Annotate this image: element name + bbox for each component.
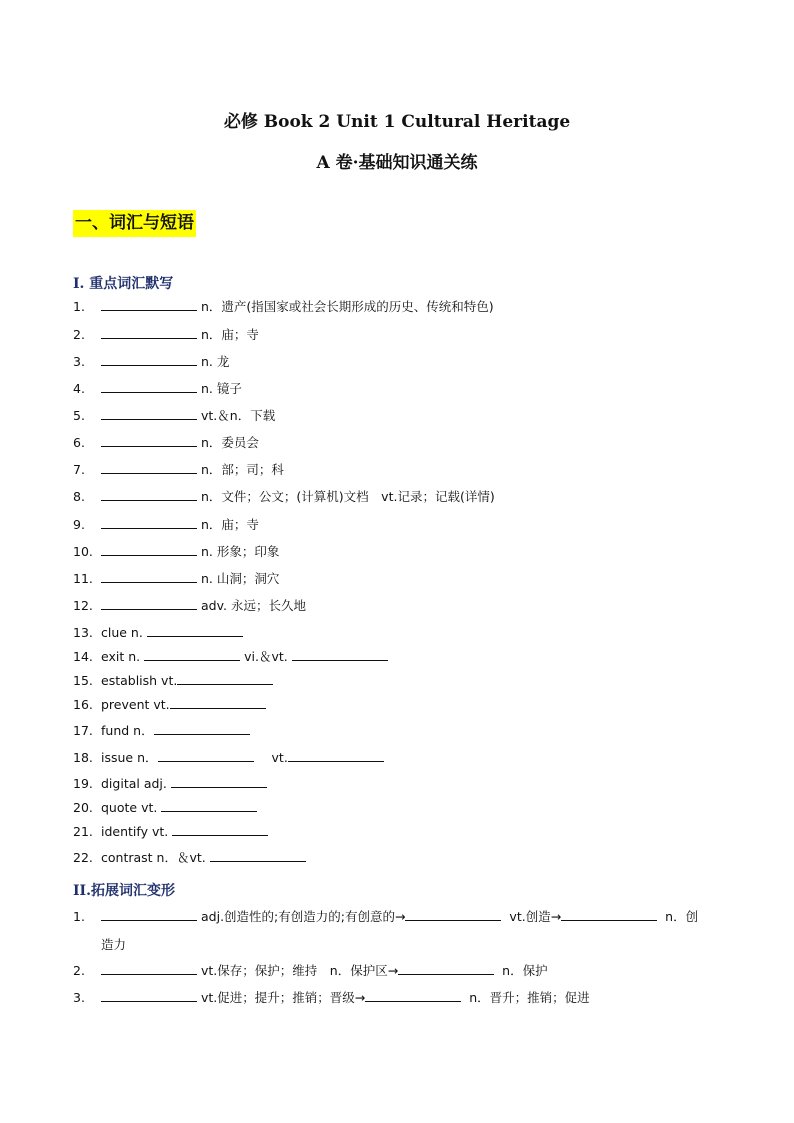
list-item bbox=[73, 908, 698, 926]
answer-blank[interactable] bbox=[101, 962, 197, 975]
item-number: 8. bbox=[73, 489, 85, 504]
answer-blank[interactable] bbox=[101, 298, 197, 311]
answer-blank[interactable] bbox=[561, 908, 657, 921]
item-word: issue n． bbox=[101, 750, 158, 765]
item-text: vt.促进；提升；推销；晋级→ bbox=[201, 990, 366, 1005]
item-word: establish vt. bbox=[101, 673, 178, 688]
item-text-continued: 造力 bbox=[101, 937, 127, 952]
item-text: adv. 永远；长久地 bbox=[201, 598, 306, 613]
list-item bbox=[73, 326, 259, 344]
list-item bbox=[73, 597, 306, 615]
list-item bbox=[73, 749, 388, 767]
item-word: identify vt. bbox=[101, 824, 173, 839]
answer-blank[interactable] bbox=[405, 908, 501, 921]
answer-blank[interactable] bbox=[101, 570, 197, 583]
item-word-alt: vt. bbox=[271, 750, 288, 765]
item-text: n．保护 bbox=[498, 963, 548, 978]
list-item bbox=[73, 434, 259, 452]
list-item bbox=[73, 570, 279, 588]
part2-heading: II.拓展词汇变形 bbox=[73, 883, 175, 899]
answer-blank[interactable] bbox=[101, 989, 197, 1002]
answer-blank[interactable] bbox=[171, 775, 267, 788]
list-item bbox=[73, 775, 271, 793]
item-number: 3. bbox=[73, 354, 85, 369]
list-item bbox=[73, 543, 279, 561]
item-number: 15. bbox=[73, 673, 93, 688]
item-text: vt.＆n．下载 bbox=[201, 408, 276, 423]
item-text: n. 形象；印象 bbox=[201, 544, 280, 559]
list-item bbox=[73, 380, 242, 398]
item-text: n．晋升；推销；促进 bbox=[465, 990, 590, 1005]
list-item bbox=[73, 624, 247, 642]
list-item bbox=[73, 407, 275, 425]
list-item bbox=[73, 298, 494, 316]
item-text: n．创 bbox=[661, 909, 699, 924]
item-number: 3. bbox=[73, 990, 85, 1005]
item-word: quote vt. bbox=[101, 800, 162, 815]
part1-heading: I. 重点词汇默写 bbox=[73, 276, 174, 292]
item-number: 2. bbox=[73, 963, 85, 978]
answer-blank[interactable] bbox=[101, 434, 197, 447]
item-number: 11. bbox=[73, 571, 93, 586]
item-text: n．庙；寺 bbox=[201, 517, 259, 532]
item-number: 1. bbox=[73, 299, 85, 314]
answer-blank[interactable] bbox=[292, 648, 388, 661]
answer-blank[interactable] bbox=[172, 823, 268, 836]
list-item bbox=[73, 672, 277, 690]
answer-blank[interactable] bbox=[101, 543, 197, 556]
item-number: 2. bbox=[73, 327, 85, 342]
item-word-alt: vi.＆vt. bbox=[244, 649, 292, 664]
answer-blank[interactable] bbox=[101, 326, 197, 339]
item-text: vt.保存；保护；维持 n．保护区→ bbox=[201, 963, 399, 978]
page-subtitle: A 卷·基础知识通关练 bbox=[316, 153, 478, 173]
answer-blank[interactable] bbox=[147, 624, 243, 637]
item-word: prevent vt. bbox=[101, 697, 170, 712]
answer-blank[interactable] bbox=[177, 672, 273, 685]
item-word: fund n． bbox=[101, 723, 154, 738]
answer-blank[interactable] bbox=[101, 908, 197, 921]
item-text: n．庙；寺 bbox=[201, 327, 259, 342]
item-number: 7. bbox=[73, 462, 85, 477]
list-item bbox=[73, 353, 229, 371]
answer-blank[interactable] bbox=[154, 722, 250, 735]
list-item bbox=[73, 488, 495, 506]
item-text: adj.创造性的;有创造力的;有创意的→ bbox=[201, 909, 406, 924]
item-text: n．委员会 bbox=[201, 435, 259, 450]
item-word: exit n. bbox=[101, 649, 145, 664]
list-item bbox=[73, 461, 284, 479]
item-number: 1. bbox=[73, 909, 85, 924]
answer-blank[interactable] bbox=[101, 380, 197, 393]
answer-blank[interactable] bbox=[170, 696, 266, 709]
answer-blank[interactable] bbox=[101, 597, 197, 610]
item-number: 19. bbox=[73, 776, 93, 791]
answer-blank[interactable] bbox=[101, 488, 197, 501]
item-number: 12. bbox=[73, 598, 93, 613]
list-item bbox=[73, 823, 272, 841]
list-item bbox=[73, 849, 310, 867]
item-number: 6. bbox=[73, 435, 85, 450]
list-item bbox=[73, 989, 590, 1007]
item-text: n. 龙 bbox=[201, 354, 230, 369]
item-word: contrast n．＆vt. bbox=[101, 850, 210, 865]
item-number: 4. bbox=[73, 381, 85, 396]
answer-blank[interactable] bbox=[161, 799, 257, 812]
item-text: n．文件；公文；(计算机)文档 vt.记录；记载(详情) bbox=[201, 489, 495, 504]
item-number: 9. bbox=[73, 517, 85, 532]
item-number: 18. bbox=[73, 750, 93, 765]
item-number: 22. bbox=[73, 850, 93, 865]
page-title: 必修 Book 2 Unit 1 Cultural Heritage bbox=[223, 112, 571, 132]
answer-blank[interactable] bbox=[101, 516, 197, 529]
item-word: clue n. bbox=[101, 625, 147, 640]
answer-blank[interactable] bbox=[158, 749, 254, 762]
list-item bbox=[73, 722, 254, 740]
item-number: 10. bbox=[73, 544, 93, 559]
answer-blank[interactable] bbox=[144, 648, 240, 661]
item-text: vt.创造→ bbox=[505, 909, 562, 924]
answer-blank[interactable] bbox=[101, 407, 197, 420]
item-text: n. 镜子 bbox=[201, 381, 242, 396]
item-number: 16. bbox=[73, 697, 93, 712]
item-number: 5. bbox=[73, 408, 85, 423]
list-item bbox=[73, 799, 261, 817]
item-text: n．遗产(指国家或社会长期形成的历史、传统和特色) bbox=[201, 299, 494, 314]
list-item bbox=[73, 516, 259, 534]
list-item bbox=[73, 962, 548, 980]
answer-blank[interactable] bbox=[101, 461, 197, 474]
answer-blank[interactable] bbox=[101, 353, 197, 366]
item-word: digital adj. bbox=[101, 776, 171, 791]
item-number: 13. bbox=[73, 625, 93, 640]
item-number: 17. bbox=[73, 723, 93, 738]
item-number: 20. bbox=[73, 800, 93, 815]
answer-blank[interactable] bbox=[288, 749, 384, 762]
item-text: n．部；司；科 bbox=[201, 462, 284, 477]
item-text: n. 山洞；洞穴 bbox=[201, 571, 280, 586]
list-item bbox=[73, 648, 392, 666]
answer-blank[interactable] bbox=[210, 849, 306, 862]
item-number: 21. bbox=[73, 824, 93, 839]
section-heading: 一、词汇与短语 bbox=[73, 210, 196, 237]
answer-blank[interactable] bbox=[365, 989, 461, 1002]
answer-blank[interactable] bbox=[398, 962, 494, 975]
item-number: 14. bbox=[73, 649, 93, 664]
list-item bbox=[73, 696, 270, 714]
